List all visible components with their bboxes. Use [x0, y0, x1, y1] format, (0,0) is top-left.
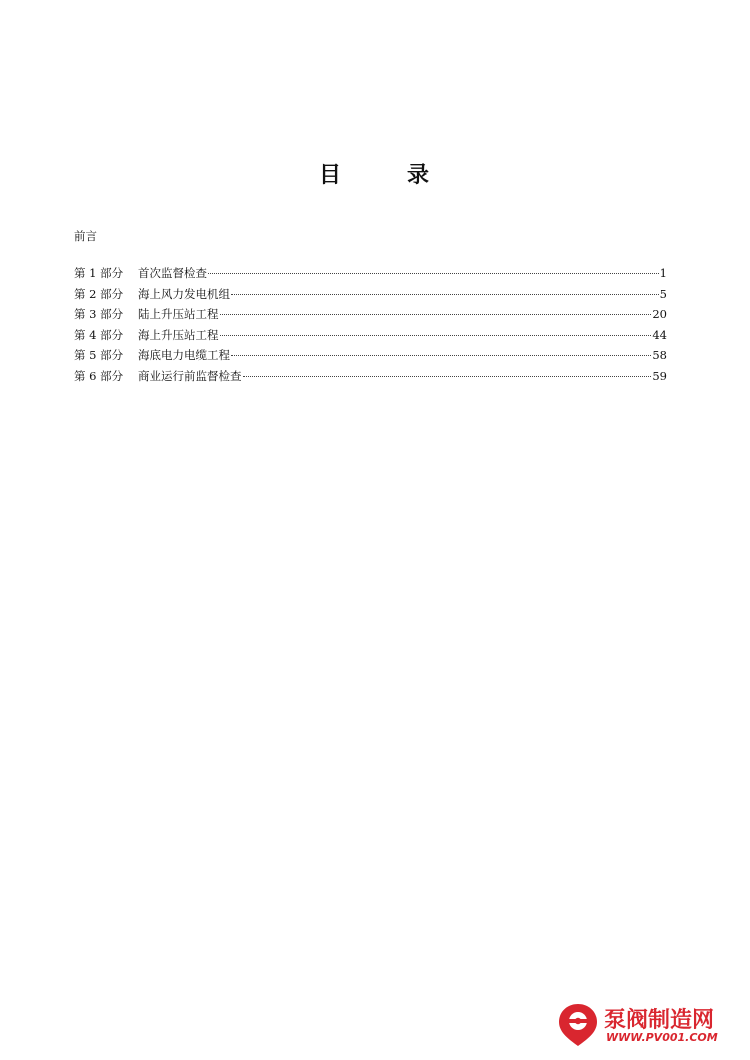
toc-page-number: 5	[659, 286, 667, 301]
toc-part-label: 第 2 部分	[74, 286, 124, 301]
table-of-contents	[74, 263, 667, 387]
toc-entry[interactable]	[74, 325, 667, 346]
toc-title: 陆上升压站工程	[138, 307, 219, 322]
toc-entry[interactable]	[74, 345, 667, 366]
watermark-url: WWW.PV001.COM	[606, 1031, 718, 1044]
toc-part-label: 第 3 部分	[74, 307, 124, 322]
toc-page-number: 20	[652, 307, 667, 322]
toc-title: 首次监督检查	[138, 266, 207, 280]
toc-entry[interactable]	[74, 284, 667, 305]
toc-page-number: 44	[652, 327, 667, 342]
toc-leader-dots	[220, 314, 652, 315]
toc-leader-dots	[231, 355, 651, 356]
toc-page-number: 1	[659, 266, 667, 280]
toc-entry[interactable]	[74, 263, 667, 284]
toc-page-number: 58	[652, 348, 667, 363]
toc-leader-dots	[220, 335, 652, 336]
watermark-logo	[556, 1002, 736, 1048]
toc-part-label: 第 1 部分	[74, 266, 124, 280]
toc-entry[interactable]	[74, 366, 667, 387]
toc-page-number: 59	[652, 368, 667, 383]
toc-title: 商业运行前监督检查	[138, 368, 242, 383]
toc-part-label: 第 6 部分	[74, 368, 124, 383]
page-title-right: 录	[407, 162, 432, 188]
valve-logo-icon	[556, 1002, 600, 1048]
watermark-name: 泵阀制造网	[604, 1008, 715, 1033]
toc-title: 海上风力发电机组	[138, 286, 230, 301]
page-title-left: 目	[318, 162, 343, 188]
toc-part-label: 第 5 部分	[74, 348, 124, 363]
toc-leader-dots	[231, 294, 659, 295]
toc-part-label: 第 4 部分	[74, 327, 124, 342]
toc-title: 海上升压站工程	[138, 327, 219, 342]
toc-leader-dots	[208, 273, 659, 274]
toc-leader-dots	[243, 376, 652, 377]
toc-preface[interactable]: 前言	[74, 229, 97, 243]
page-title	[0, 158, 750, 189]
toc-title: 海底电力电缆工程	[138, 348, 230, 363]
toc-entry[interactable]	[74, 304, 667, 325]
